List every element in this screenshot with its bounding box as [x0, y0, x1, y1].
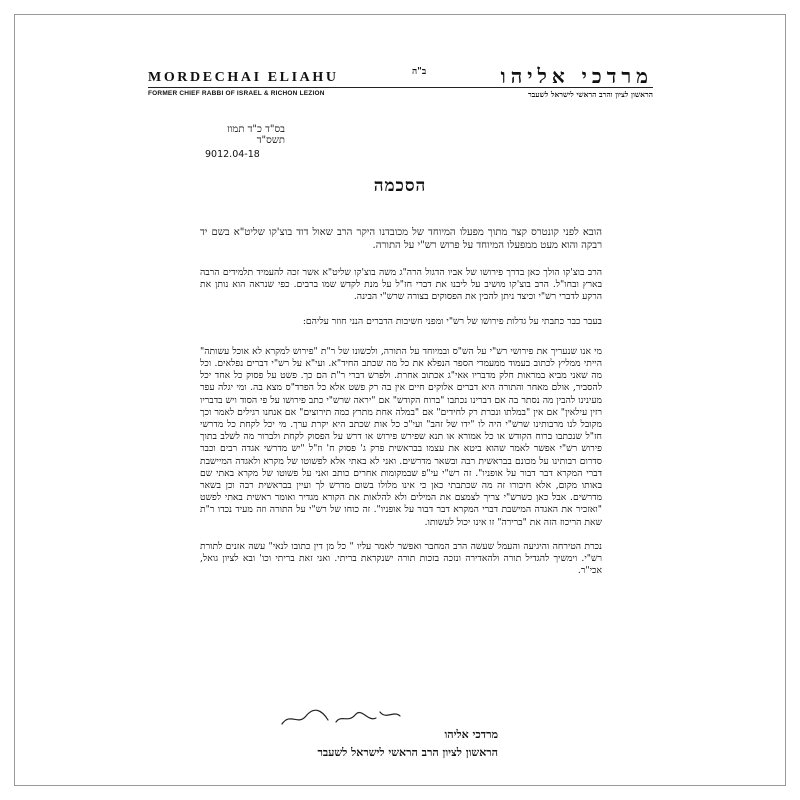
- letter-body: [200, 226, 602, 589]
- date-block: [205, 124, 285, 160]
- signature-title: הראשון לציון הרב הראשי לישראל לשעבר: [317, 746, 498, 759]
- letterhead-bh-mark: ב"ה: [412, 67, 427, 77]
- body-intro-paragraph: הובא לפני קונטרס קצר מתוך מפעלו המיוחד של מכובדנו היקר הרב שאול דוד בוצ'קו שליט"א בשם יד רבקה והוא מעט ממפעלו המיוחד על פרוש רש"י על התורה.: [200, 227, 602, 251]
- letterhead-title-english: FORMER CHIEF RABBI OF ISRAEL & RICHON LEZION: [148, 90, 325, 97]
- date-hebrew: בס"ד כ"ד תמוז תשס"ד: [227, 124, 285, 146]
- letterhead-title-hebrew: הראשון לציון והרב הראשי לישראל לשעבר: [527, 90, 653, 99]
- signature-name: מרדכי אליהו: [444, 728, 498, 741]
- letterhead: [148, 60, 653, 106]
- document-title: הסכמה: [373, 176, 427, 196]
- body-paragraph-1: הרב בוצ'קו הולך כאן בדרך פירושו של אביו הדגול הרה"ג משה בוצ'קו שליט"א אשר זכה להעמיד תלמידים הרבה בארץ ובחו"ל. הרב בוצ'קו מושיב על ליבנו את דברי חז"ל על מנת לקדש שמו ברבים. כפי שנראה הוא נותן את הרקע לדברי רש"י וכיצד ניתן להבין את הפסוקים בצורה שרש"י הבינה.: [200, 267, 602, 303]
- signature-block: [0, 726, 498, 762]
- body-paragraph-3: מי אנו שנעריך את פירושי רש"י על הש"ס ובמיוחד על התורה, ולכשונו של ר"ת "פירוש למקרא לא אוכל עשותה" הייתי ממליץ לכתוב בעמוד ממעמדי הספר הנפלא את כל מה שכתב החיד"א. ועי"א על רש"י דברים נפלאים. וכל מה שאני מביא במראות חלק מדבריו אאי"ג אכתוב אחרת. ולפרש דברי ר"ת הם כך. פשט על פסוק כל אחד יכל להסביר, אולם מאחר והתורה היא דברים אלוקים חיים אין בה רק פשט אלא כל הפרד"ס מצא בה. ומי יגלה עפר מעינינו להבין מה נסתר בה אם דברינו נכתבו "ברוח הקודש" אם "יראה שרש"י כתב פירושו על פי הסוד ויש בדבריו רזין עילאין" אם אין "במלתו ונכרת רק לחידים" אם "במלה אחת מתרץ כמה תירוצים" אם אנחנו רגילים לאמר וכך מקובל לנו מרבותינו שרש"י היה לו "ידו של זהב" ועי"כ כל אות שכתב היא יקרת ערך. מי יכל לקחת כל מדרשי חז"ל שנכתבו ברוח הקודש או כל אמורא או תנא שפירש פירוש או דרש על הפסוק לקחת ולברור מה לשלב בתוך פירוש רש"י אפשר לאמר שהוא ביטא את עצמו בבראשית פרק ג' פסוק ח' וז"ל "יש מדרשי אגדה רבים וכבר סדרום רבותינו על מכונם בבראשית רבה ובשאר מדרשים. ואני לא באתי אלא לפשוטו של מקרא ולאגדה המיישבת דברי המקרא דבר דבור על אופניו". זה רש"י עי"פ שבמקומות אחרים כותב ואני על פשוטו של מקרא באתי שם באותו מקום, אלא חיבורו זה מה שכתבתי כאן כי אינו מלולו בשום מדרש לך ועיין בבראשית רבה וכן בשאר מדרשים. אבל כאן כשרש"י צריך לצמצם את המילים ולא להלאות את הקורא מגדיר ואומר ראשית באתי לפשט "ואזכיר את האגדה המישבת דברי המקרא דבר דבור על אופניו". זה כוחו של רש"י על התורה וזה מעיד נכדו ר"ת שאת הריכוז הזה את "ברירה" זו אינו יכול לעשותו.: [200, 345, 602, 528]
- body-paragraph-4: נכרת הטירחה והיגיעה והעמל שעשה הרב המחבר ואפשר לאמר עליו " כל מן דין כתובו לנאי" עשה אזנים לתורת רש"י. וימשיך להגדיל תורה ולהאדירה ונזכה בזכות תורה ישנקראת בריתי. ואני זאת בריתי וכו' ובא לציון גואל, אכי"ר.: [200, 540, 602, 577]
- date-numeric: 9012.04-18: [205, 149, 260, 160]
- body-paragraph-2: בעבר כבר כתבתי על גדלות פירושו של רש"י ומפני חשיבות הדברים הנני חוזר עליהם:: [302, 315, 602, 327]
- letterhead-name-english: MORDECHAI ELIAHU: [148, 70, 339, 85]
- letterhead-name-hebrew: מרדכי אליהו: [500, 64, 653, 88]
